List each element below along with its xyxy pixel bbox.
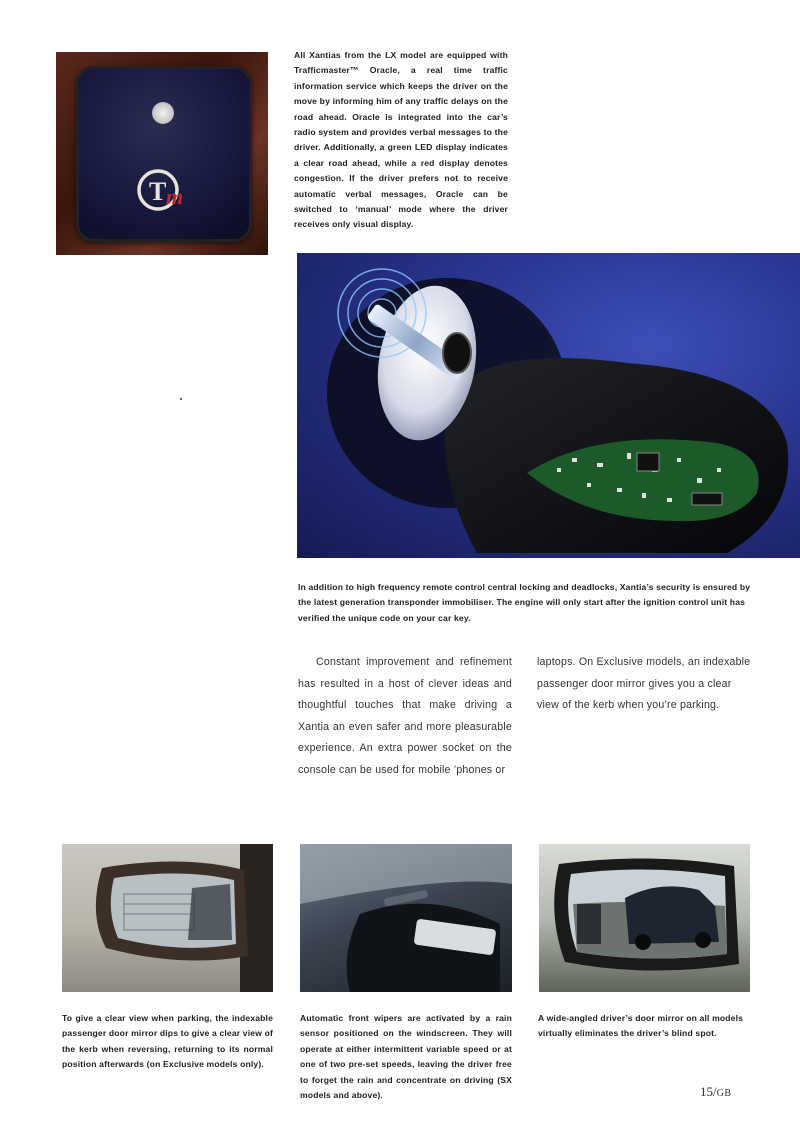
page-number-separator: / [713,1084,717,1099]
oracle-display-panel [76,66,252,242]
rain-sensor-illustration [300,844,512,992]
driver-mirror-illustration [539,844,750,992]
passenger-mirror-photo [62,844,273,992]
driver-mirror-photo [539,844,750,992]
led-sensor-icon [152,102,174,124]
page-number-value: 15 [700,1084,713,1099]
trafficmaster-logo [136,162,192,218]
page-number-suffix: GB [716,1088,732,1099]
transponder-key-photo [297,253,800,558]
main-text-left-column: Constant improvement and refinement has resulted in a host of clever ideas and thoughtful touches that make driving a Xantia an even safer and more pleasurable experience. An extra power socket on the console can be used for mobile ’phones or [298,656,512,776]
transponder-caption: In addition to high frequency remote control central locking and deadlocks, Xantia’s security is ensured by the latest generation transponder immobiliser. The engine will only start after the ignition control unit has verified the unique code on your car key. [298,582,751,623]
page-number [700,1084,732,1100]
passenger-mirror-illustration [62,844,273,992]
svg-text:m: m [166,184,184,209]
trafficmaster-photo [56,52,268,255]
driver-mirror-caption: A wide-angled driver’s door mirror on all models virtually eliminates the driver’s blind spot. [538,1013,744,1039]
rain-sensor-caption: Automatic front wipers are activated by a rain sensor positioned on the windscreen. They will operate at either intermittent variable speed or at one of two pre-set speeds, leaving the driver free to forget the rain and concentrate on driving (SX models and above). [300,1013,512,1101]
intro-paragraph: All Xantias from the LX model are equipped with Trafficmaster™ Oracle, a real time traffic information service which keeps the driver on the move by informing him of any traffic delays on the road ahead. Oracle is integrated into the car’s radio system and provides verbal messages to the driver. Additionally, a green LED display indicates a clear road ahead, while a red display denotes congestion. If the driver prefers not to receive automatic verbal messages, Oracle can be switched to ‘manual’ mode where the driver receives only visual display. [294,50,508,230]
key-illustration [297,253,800,558]
main-text-right-column: laptops. On Exclusive models, an indexable passenger door mirror gives you a clear view of the kerb when you’re parking. [537,656,751,712]
rain-sensor-photo [300,844,512,992]
stray-dot [180,398,182,400]
passenger-mirror-caption: To give a clear view when parking, the indexable passenger door mirror dips to give a clear view of the kerb when reversing, returning to its normal position afterwards (on Exclusive models only). [62,1013,273,1070]
svg-text:T: T [149,177,167,206]
